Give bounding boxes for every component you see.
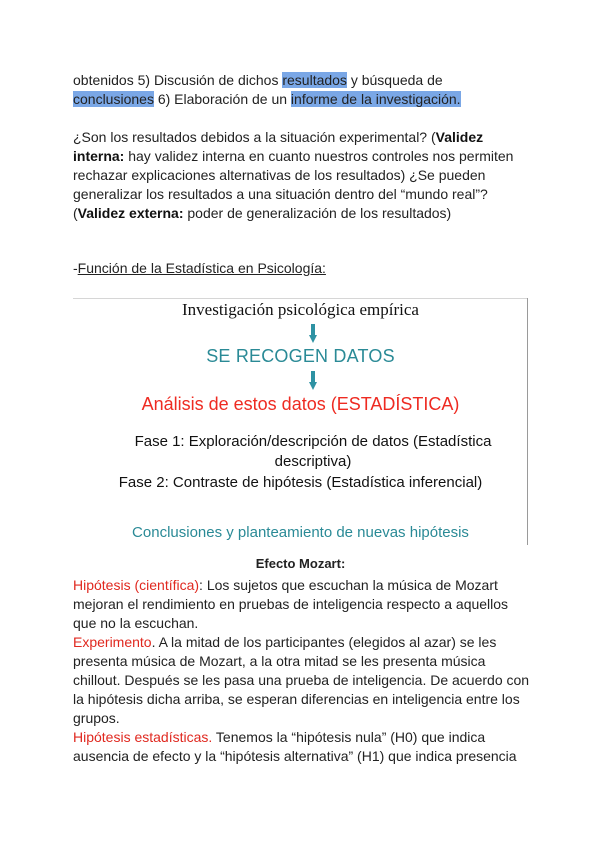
mozart-hypothesis	[73, 576, 535, 633]
highlight-resultados: resultados	[282, 72, 347, 88]
down-arrow-icon	[309, 371, 317, 391]
statistics-diagram	[73, 298, 528, 545]
text: : Los sujetos que escuchan la música de Mozart mejoran el rendimiento en pruebas de inteligencia respecto a aquellos que no la escuchan.	[73, 577, 509, 631]
text: poder de generalización de los resultados)	[183, 205, 452, 221]
statistical-hypotheses-label: Hipótesis estadísticas.	[73, 729, 213, 745]
figure-top-border	[73, 298, 528, 299]
text: 6) Elaboración de un	[153, 91, 291, 107]
step-recogen-datos: SE RECOGEN DATOS	[206, 346, 395, 366]
down-arrow-icon	[309, 324, 317, 344]
text: Tenemos la “hipótesis nula” (H0) que indica ausencia de efecto y la “hipótesis alternativa” (H1) que indica presencia	[73, 729, 517, 764]
validez-interna-label: Validez interna:	[73, 129, 484, 164]
phase-2: Fase 2: Contraste de hipótesis (Estadística inferencial)	[118, 474, 483, 491]
step-conclusiones: Conclusiones y planteamiento de nuevas hipótesis	[132, 524, 469, 541]
text: obtenidos 5) Discusión de dichos	[73, 72, 283, 88]
section-heading	[73, 259, 543, 278]
step-analisis: Análisis de estos datos (ESTADÍSTICA)	[141, 394, 460, 414]
mozart-title: Efecto Mozart:	[255, 556, 346, 571]
highlight-informe: informe de la investigación.	[290, 91, 461, 107]
figure-right-border	[527, 298, 528, 545]
text: ¿Son los resultados debidos a la situación experimental? (	[73, 129, 436, 145]
text: . A la mitad de los participantes (elegidos al azar) se les presenta música de Mozart, a la otra mitad se les presenta música chillout. Después se les pasa una prueba de inteligencia. De acuerdo con la hipótesis dicha arriba, se esperan diferencias en inteligencia entre los grupos.	[73, 634, 530, 726]
diagram-title: Investigación psicológica empírica	[182, 300, 419, 319]
validez-externa-label: Validez externa:	[77, 205, 184, 221]
highlight-conclusiones: conclusiones	[73, 91, 154, 107]
text: hay validez interna en cuanto nuestros controles nos permiten rechazar explicaciones alternativas de los resultados) ¿Se pueden generalizar los resultados a una situación dentro del “mundo real”? (	[73, 148, 514, 221]
mozart-statistical-hypotheses	[73, 728, 535, 766]
heading-text: Función de la Estadística en Psicología:	[77, 260, 326, 276]
hypothesis-label: Hipótesis (científica)	[73, 577, 200, 593]
mozart-experiment	[73, 633, 535, 728]
heading-dash: -	[73, 260, 78, 276]
text: y búsqueda de	[346, 72, 443, 88]
experiment-label: Experimento	[73, 634, 152, 650]
paragraph-validity	[73, 128, 533, 223]
phase-1: Fase 1: Exploración/descripción de datos (Estadística descriptiva)	[134, 433, 492, 470]
paragraph-steps	[73, 71, 543, 109]
